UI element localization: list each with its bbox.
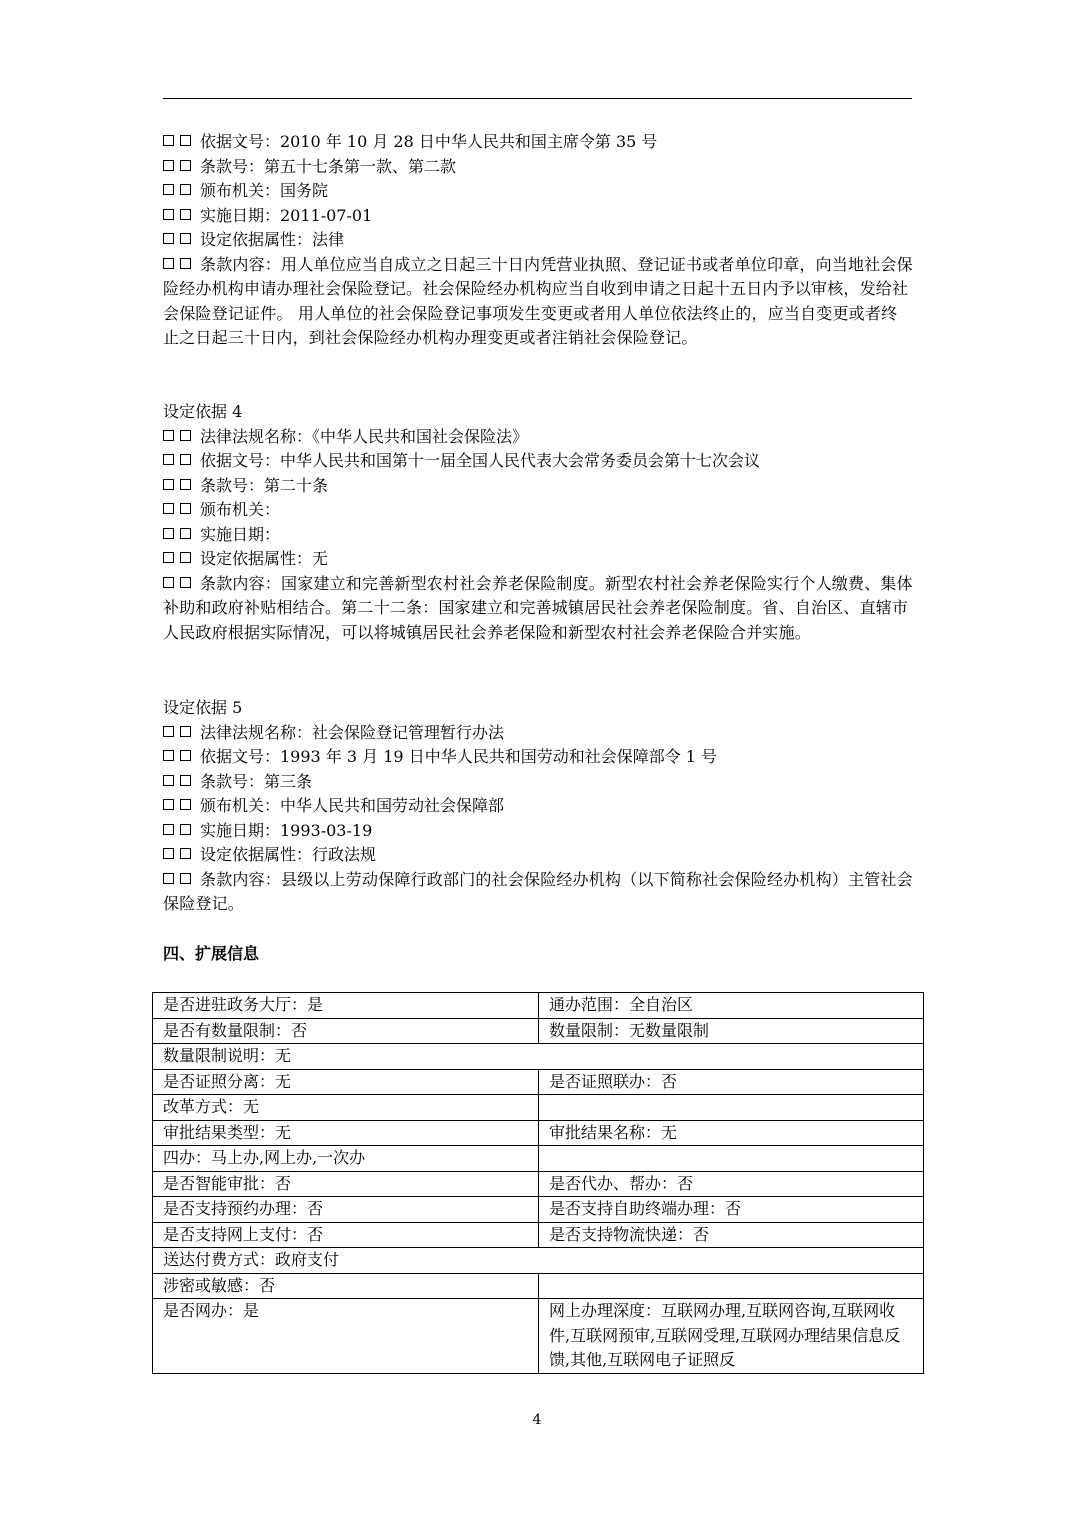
table-cell: 是否网办：是 xyxy=(153,1299,539,1374)
table-cell: 是否支持预约办理：否 xyxy=(153,1197,539,1223)
checkbox-icon xyxy=(163,552,174,563)
checkbox-icon xyxy=(163,775,174,786)
table-cell: 是否支持自助终端办理：否 xyxy=(539,1197,924,1223)
table-cell xyxy=(539,1146,924,1172)
basis-heading: 设定依据 4 xyxy=(163,402,243,421)
extended-info-table xyxy=(152,992,924,1374)
table-row xyxy=(153,1197,924,1223)
table-cell: 四办：马上办,网上办,一次办 xyxy=(153,1146,539,1172)
table-cell: 是否证照联办：否 xyxy=(539,1069,924,1095)
table-row xyxy=(153,1248,924,1274)
basis-item: 设定依据属性：行政法规 xyxy=(163,843,913,868)
basis-item: 依据文号：1993 年 3 月 19 日中华人民共和国劳动和社会保障部令 1 号 xyxy=(163,745,913,770)
table-row xyxy=(153,1044,924,1070)
checkbox-icon xyxy=(163,209,174,220)
table-row xyxy=(153,1120,924,1146)
table-cell: 是否代办、帮办：否 xyxy=(539,1171,924,1197)
basis-item: 颁布机关： xyxy=(163,498,913,523)
checkbox-icon xyxy=(180,160,191,171)
table-row xyxy=(153,1146,924,1172)
basis-clause: 条款内容：国家建立和完善新型农村社会养老保险制度。新型农村社会养老保险实行个人缴费、集体补助和政府补贴相结合。第二十二条：国家建立和完善城镇居民社会养老保险制度。省、自治区、直辖市人民政府根据实际情况，可以将城镇居民社会养老保险和新型农村社会养老保险合并实施。 xyxy=(163,573,913,642)
table-cell: 网上办理深度：互联网办理,互联网咨询,互联网收件,互联网预审,互联网受理,互联网办理结果信息反馈,其他,互联网电子证照反 xyxy=(539,1299,924,1374)
basis-clause: 条款内容：用人单位应当自成立之日起三十日内凭营业执照、登记证书或者单位印章，向当地社会保险经办机构申请办理社会保险登记。社会保险经办机构应当自收到申请之日起十五日内予以审核，发给社会保险登记证件。 用人单位的社会保险登记事项发生变更或者用人单位依法终止的，应当自变更或者终止之日起三十日内，到社会保险经办机构办理变更或者注销社会保险登记。 xyxy=(163,254,913,347)
basis-item: 条款号：第二十条 xyxy=(163,474,913,499)
table-cell: 是否支持网上支付：否 xyxy=(153,1222,539,1248)
basis-item: 条款号：第三条 xyxy=(163,770,913,795)
checkbox-icon xyxy=(163,160,174,171)
table-row xyxy=(153,1069,924,1095)
checkbox-icon xyxy=(180,430,191,441)
checkbox-icon xyxy=(163,824,174,835)
table-cell xyxy=(539,1273,924,1299)
checkbox-icon xyxy=(163,848,174,859)
checkbox-icon xyxy=(180,479,191,490)
basis-heading: 设定依据 5 xyxy=(163,698,243,717)
checkbox-icon xyxy=(180,799,191,810)
checkbox-icon xyxy=(163,258,174,269)
table-cell: 是否有数量限制：否 xyxy=(153,1018,539,1044)
checkbox-icon xyxy=(163,503,174,514)
checkbox-icon xyxy=(163,479,174,490)
basis-item: 实施日期：1993-03-19 xyxy=(163,819,913,844)
checkbox-icon xyxy=(180,873,191,884)
checkbox-icon xyxy=(163,528,174,539)
basis-3-block xyxy=(163,130,913,351)
checkbox-icon xyxy=(180,577,191,588)
basis-item: 颁布机关：国务院 xyxy=(163,179,913,204)
table-cell xyxy=(539,1095,924,1121)
checkbox-icon xyxy=(163,726,174,737)
table-cell: 改革方式：无 xyxy=(153,1095,539,1121)
table-row xyxy=(153,1095,924,1121)
table-row xyxy=(153,1171,924,1197)
checkbox-icon xyxy=(180,184,191,195)
table-cell: 数量限制说明：无 xyxy=(153,1044,924,1070)
checkbox-icon xyxy=(180,775,191,786)
table-cell: 涉密或敏感：否 xyxy=(153,1273,539,1299)
table-row xyxy=(153,1273,924,1299)
checkbox-icon xyxy=(180,824,191,835)
table-row xyxy=(153,993,924,1019)
table-row xyxy=(153,1018,924,1044)
basis-item: 设定依据属性：法律 xyxy=(163,228,913,253)
basis-item: 依据文号：中华人民共和国第十一届全国人民代表大会常务委员会第十七次会议 xyxy=(163,449,913,474)
checkbox-icon xyxy=(180,503,191,514)
checkbox-icon xyxy=(180,258,191,269)
checkbox-icon xyxy=(180,726,191,737)
basis-item: 实施日期：2011-07-01 xyxy=(163,204,913,229)
checkbox-icon xyxy=(180,209,191,220)
basis-item: 法律法规名称：《中华人民共和国社会保险法》 xyxy=(163,425,913,450)
basis-item: 依据文号：2010 年 10 月 28 日中华人民共和国主席令第 35 号 xyxy=(163,130,913,155)
checkbox-icon xyxy=(180,848,191,859)
checkbox-icon xyxy=(163,184,174,195)
basis-item: 设定依据属性：无 xyxy=(163,547,913,572)
page-number: 4 xyxy=(532,1412,542,1428)
checkbox-icon xyxy=(163,233,174,244)
basis-5-block xyxy=(163,696,913,917)
basis-item: 法律法规名称：社会保险登记管理暂行办法 xyxy=(163,721,913,746)
basis-item: 条款号：第五十七条第一款、第二款 xyxy=(163,155,913,180)
checkbox-icon xyxy=(163,750,174,761)
checkbox-icon xyxy=(180,233,191,244)
checkbox-icon xyxy=(180,135,191,146)
checkbox-icon xyxy=(163,454,174,465)
basis-clause: 条款内容：县级以上劳动保障行政部门的社会保险经办机构（以下简称社会保险经办机构）主管社会保险登记。 xyxy=(163,869,913,913)
checkbox-icon xyxy=(163,799,174,810)
table-cell: 是否进驻政务大厅：是 xyxy=(153,993,539,1019)
table-cell: 是否支持物流快递：否 xyxy=(539,1222,924,1248)
table-cell: 审批结果类型：无 xyxy=(153,1120,539,1146)
table-cell: 通办范围：全自治区 xyxy=(539,993,924,1019)
section-title: 四、扩展信息 xyxy=(163,944,260,963)
checkbox-icon xyxy=(163,135,174,146)
table-row xyxy=(153,1299,924,1374)
basis-item: 颁布机关：中华人民共和国劳动社会保障部 xyxy=(163,794,913,819)
basis-item: 实施日期： xyxy=(163,523,913,548)
header-rule xyxy=(163,98,912,99)
checkbox-icon xyxy=(163,430,174,441)
table-cell: 数量限制：无数量限制 xyxy=(539,1018,924,1044)
checkbox-icon xyxy=(163,873,174,884)
checkbox-icon xyxy=(180,454,191,465)
table-cell: 审批结果名称：无 xyxy=(539,1120,924,1146)
checkbox-icon xyxy=(163,577,174,588)
checkbox-icon xyxy=(180,528,191,539)
table-cell: 送达付费方式：政府支付 xyxy=(153,1248,924,1274)
table-cell: 是否智能审批：否 xyxy=(153,1171,539,1197)
basis-4-block xyxy=(163,400,913,645)
table-cell: 是否证照分离：无 xyxy=(153,1069,539,1095)
checkbox-icon xyxy=(180,552,191,563)
table-row xyxy=(153,1222,924,1248)
checkbox-icon xyxy=(180,750,191,761)
